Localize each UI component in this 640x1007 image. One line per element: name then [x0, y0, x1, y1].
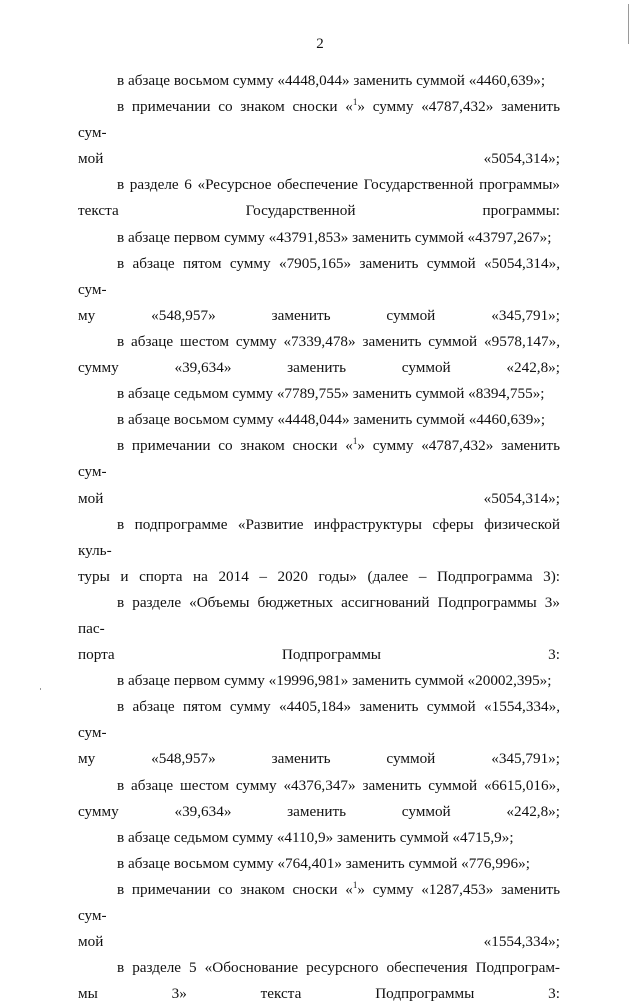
paragraph: в абзаце пятом сумму «4405,184» заменить суммой «1554,334», сум- му «548,957» заменить суммой «345,791»;	[78, 698, 560, 768]
paragraph: в разделе 6 «Ресурсное обеспечение Государственной программы» текста Государственной программы:	[78, 176, 560, 220]
paragraph: в подпрограмме «Развитие инфраструктуры сферы физической куль- туры и спорта на 2014 – 2020 годы» (далее – Подпрограмма 3):	[78, 515, 560, 585]
paragraph: в абзаце шестом сумму «7339,478» заменить суммой «9578,147», сумму «39,634» заменить суммой «242,8»;	[78, 332, 560, 377]
paragraph: в абзаце восьмом сумму «4448,044» заменить суммой «4460,639»;	[117, 411, 546, 429]
footnote-mark: 1	[352, 436, 358, 447]
scan-artifact	[40, 688, 41, 690]
footnote-mark: 1	[352, 97, 358, 108]
paragraph: в абзаце пятом сумму «7905,165» заменить суммой «5054,314», сум- му «548,957» заменить суммой «345,791»;	[78, 254, 560, 324]
paragraph: в разделе «Объемы бюджетных ассигнований Подпрограммы 3» пас- порта Подпрограммы 3:	[78, 593, 560, 664]
scan-artifact	[628, 4, 629, 44]
paragraph: в абзаце восьмом сумму «764,401» заменить суммой «776,996»;	[117, 854, 530, 872]
paragraph: в абзаце седьмом сумму «4110,9» заменить суммой «4715,9»;	[117, 828, 514, 846]
paragraph: в примечании со знаком сноски «$^1$» сумму «4787,432» заменить сум- мой «5054,314»;	[78, 97, 560, 168]
paragraph: в примечании со знаком сноски «$^1$» сумму «1287,453» заменить сум- мой «1554,334»;	[78, 879, 560, 951]
paragraph: в абзаце шестом сумму «4376,347» заменить суммой «6615,016», сумму «39,634» заменить суммой «242,8»;	[78, 776, 560, 820]
paragraph: в примечании со знаком сноски «$^1$» сумму «4787,432» заменить сум- мой «5054,314»;	[78, 436, 560, 507]
paragraph: в абзаце восьмом сумму «4448,044» заменить суммой «4460,639»;	[117, 72, 546, 89]
document-body	[78, 68, 560, 1007]
page-number: 2	[316, 36, 324, 52]
paragraph: в абзаце первом сумму «43791,853» заменить суммой «43797,267»;	[117, 228, 552, 246]
paragraph: в абзаце первом сумму «19996,981» заменить суммой «20002,395»;	[117, 672, 552, 690]
paragraph: в разделе 5 «Обоснование ресурсного обеспечения Подпрограм- мы 3» текста Подпрограммы 3:	[78, 959, 560, 1003]
footnote-mark: 1	[352, 879, 358, 890]
paragraph: в абзаце седьмом сумму «7789,755» заменить суммой «8394,755»;	[117, 385, 545, 403]
